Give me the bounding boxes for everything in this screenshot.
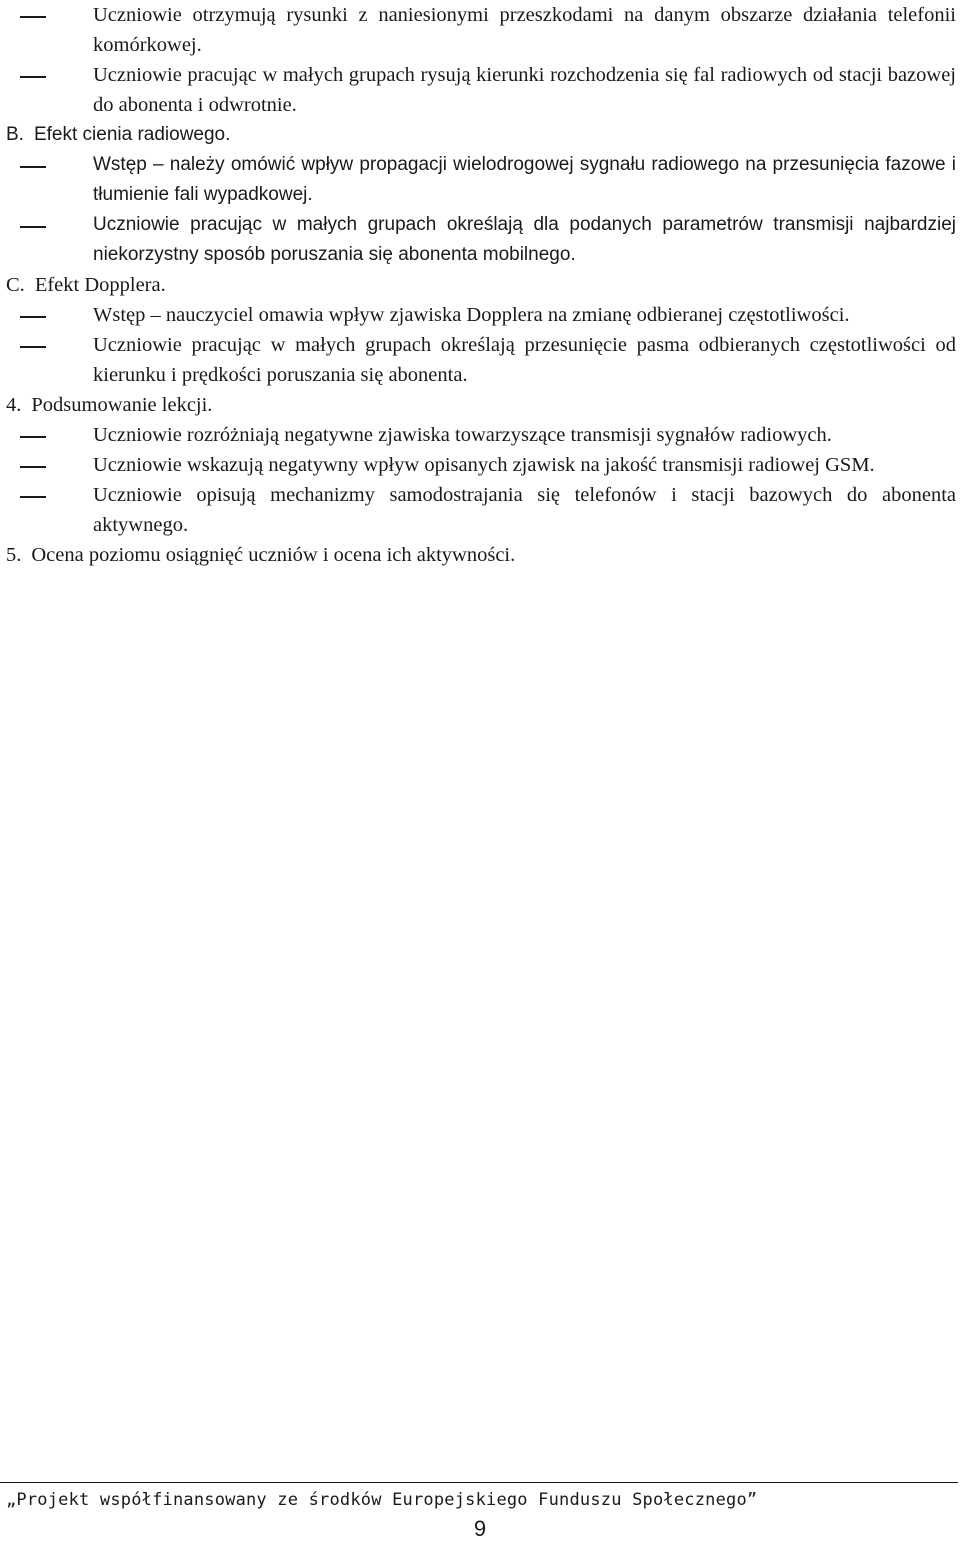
page-number: 9 <box>473 1516 487 1541</box>
list-item <box>6 450 956 480</box>
list-item <box>6 480 956 540</box>
list-item <box>6 60 956 120</box>
section-label: B. <box>6 124 24 145</box>
list-item <box>6 330 956 390</box>
section-title: Efekt cienia radiowego. <box>33 124 231 145</box>
section-title: Ocena poziomu osiągnięć uczniów i ocena ich aktywności. <box>31 544 516 566</box>
footer-funding-note: „Projekt współfinansowany ze środków Europejskiego Funduszu Społecznego” <box>6 1490 758 1510</box>
list-item-text: Uczniowie pracując w małych grupach określają przesunięcie pasma odbieranych częstotliwości od kierunku i prędkości poruszania się abonenta. <box>93 334 956 386</box>
list-item-text: Uczniowie otrzymują rysunki z naniesionymi przeszkodami na danym obszarze działania telefonii komórkowej. <box>93 4 956 56</box>
section-heading <box>6 120 956 150</box>
list-item-text: Wstęp – nauczyciel omawia wpływ zjawiska Dopplera na zmianę odbieranej częstotliwości. <box>93 304 850 326</box>
list-item <box>6 210 956 270</box>
section-label: C. <box>6 274 25 296</box>
list-item <box>6 300 956 330</box>
list-item-text: Wstęp – należy omówić wpływ propagacji wielodrogowej sygnału radiowego na przesunięcia fazowe i tłumienie fali wypadkowej. <box>93 154 956 205</box>
section-title: Podsumowanie lekcji. <box>31 394 213 416</box>
section-heading <box>6 540 956 570</box>
section-heading <box>6 270 956 300</box>
list-item-text: Uczniowie opisują mechanizmy samodostrajania się telefonów i stacji bazowych do abonenta aktywnego. <box>93 484 956 536</box>
list-item-text: Uczniowie wskazują negatywny wpływ opisanych zjawisk na jakość transmisji radiowej GSM. <box>93 454 875 476</box>
list-item-text: Uczniowie pracując w małych grupach rysują kierunki rozchodzenia się fal radiowych od stacji bazowej do abonenta i odwrotnie. <box>93 64 956 116</box>
section-title: Efekt Dopplera. <box>34 274 166 296</box>
section-label: 4. <box>6 394 22 416</box>
list-item-text: Uczniowie rozróżniają negatywne zjawiska towarzyszące transmisji sygnałów radiowych. <box>93 424 832 446</box>
section-heading <box>6 390 956 420</box>
list-item <box>6 0 956 60</box>
footer-divider <box>0 1482 958 1483</box>
list-item-text: Uczniowie pracując w małych grupach określają dla podanych parametrów transmisji najbardziej niekorzystny sposób poruszania się abonenta mobilnego. <box>93 214 956 265</box>
document-body <box>6 0 956 570</box>
list-item <box>6 150 956 210</box>
list-item <box>6 420 956 450</box>
section-label: 5. <box>6 544 22 566</box>
